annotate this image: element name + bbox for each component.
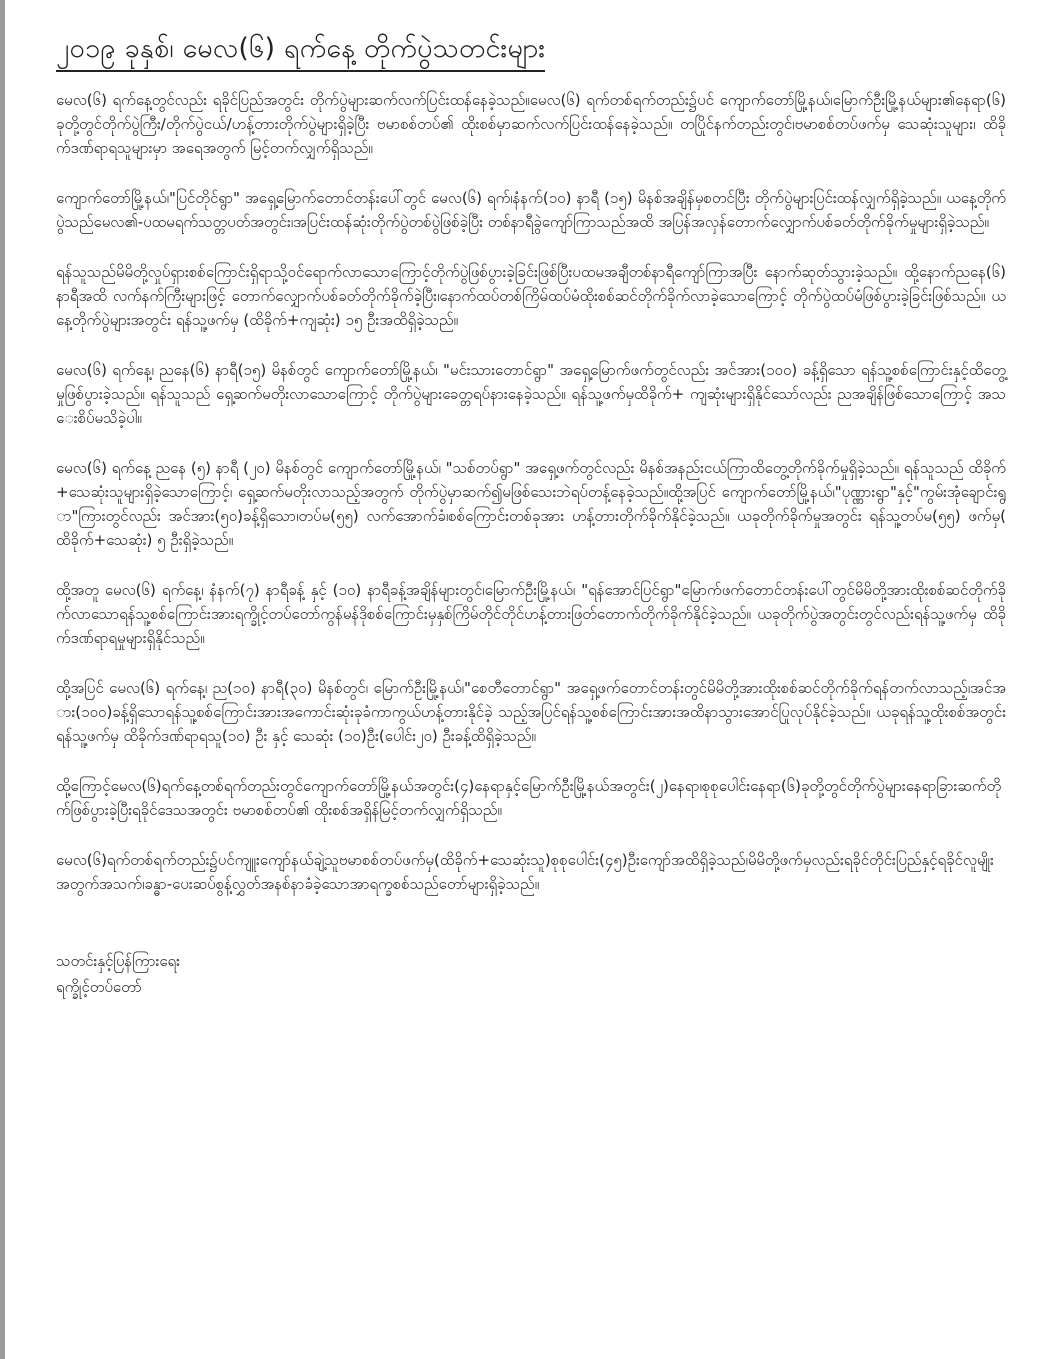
paragraph-1: မေလ(၆) ရက်နေ့တွင်လည်း ရခိုင်ပြည်အတွင်း တိုက်ပွဲများဆက်လက်ပြင်းထန်နေခဲ့သည်။မေလ(၆) ရက်တစ်ရက်တည်း၌ပင် ကျောက်တော်မြို့နယ်၊မြောက်ဦးမြို့နယ်များ၏နေရာ(၆)ခုတို့တွင်တိုက်ပွဲကြီး/တိုက်ပွဲငယ်/ဟန့်တားတိုက်ပွဲများရှိခဲ့ပြီး ဗမာစစ်တပ်၏ ထိုးစစ်မှာဆက်လက်ပြင်းထန်နေခဲ့သည်။ တပြိုင်နက်တည်းတွင်၊ဗမာစစ်တပ်ဖက်မှ သေဆုံးသူများ၊ ထိခိုက်ဒဏ်ရာရသူများမှာ အရေအတွက် မြင့်တက်လျှက်ရှိသည်။ [56,91,1006,157]
paragraph-3: ရန်သူသည်မိမိတို့လှုပ်ရှားစစ်ကြောင်းရှိရာသို့ဝင်ရောက်လာသောကြောင့်တိုက်ပွဲဖြစ်ပွားခဲ့ခြင်းဖြစ်ပြီးပထမအချီတစ်နာရီကျော်ကြာအပြီး နောက်ဆုတ်သွားခဲ့သည်။ ထို့နောက်ညနေ(၆) နာရီအထိ လက်နက်ကြီးများဖြင့် တောက်လျှောက်ပစ်ခတ်တိုက်ခိုက်ခဲ့ပြီး၊နောက်ထပ်တစ်ကြိမ်ထပ်မံထိုးစစ်ဆင်တိုက်ခိုက်လာခဲ့သောကြောင့် တိုက်ပွဲထပ်မံဖြစ်ပွားခဲ့ခြင်းဖြစ်သည်။ ယနေ့တိုက်ပွဲများအတွင်း ရန်သူ့ဖက်မှ (ထိခိုက်+ကျဆုံး) ၁၅ ဦးအထိရှိခဲ့သည်။ [56,263,1006,329]
paragraph-8: ထို့ကြောင့်မေလ(၆)ရက်နေ့တစ်ရက်တည်းတွင်ကျောက်တော်မြို့နယ်အတွင်း(၄)နေရာနှင့်မြောက်ဦးမြို့နယ်အတွင်း(၂)နေရာ၊စုစုပေါင်းနေရာ(၆)ခုတို့တွင်တိုက်ပွဲများနေရာခြားဆက်တိုက်ဖြစ်ပွားခဲ့ပြီးရခိုင်ဒေသအတွင်း ဗမာစစ်တပ်၏ ထိုးစစ်အရှိန်မြင့်တက်လျှက်ရှိသည်။ [56,777,1002,819]
paragraph-4: မေလ(၆) ရက်နေ့၊ ညနေ(၆) နာရီ(၁၅) မိနစ်တွင် ကျောက်တော်မြို့နယ်၊ "မင်းသားတောင်ရွာ" အရှေ့မြောက်ဖက်တွင်လည်း အင်အား(၁၀၀) ခန့်ရှိသော ရန်သူ့စစ်ကြောင်းနှင့်ထိတွေ့မှုဖြစ်ပွားခဲ့သည်။ ရန်သူသည် ရှေ့ဆက်မတိုးလာသောကြောင့် တိုက်ပွဲများခေတ္တရပ်နားနေခဲ့သည်။ ရန်သူ့ဖက်မှထိခိုက်+ ကျဆုံးများရှိနိုင်သော်လည်း ညအချိန်ဖြစ်သောကြောင့် အသေးစိပ်မသိခဲ့ပါ။ [56,361,1006,427]
signature-department: သတင်းနှင့်ပြန်ကြားရေး [56,952,180,970]
signature-block [56,948,1006,1000]
signature-organization: ရက္ခိုင့်တပ်တော် [56,978,142,996]
document [56,30,1006,1000]
left-border-rule [0,0,5,1359]
paragraph-7: ထို့အပြင် မေလ(၆) ရက်နေ့၊ ည(၁၀) နာရီ(၃၀) မိနစ်တွင်၊ မြောက်ဦးမြို့နယ်၊"စေတီတောင်ရွာ" အရှေ့ဖက်တောင်တန်းတွင်မိမိတို့အားထိုးစစ်ဆင်တိုက်ခိုက်ရန်တက်လာသည့်၊အင်အား(၁၀၀)ခန့်ရှိသောရန်သူ့စစ်ကြောင်းအားအကောင်းဆုံးခုခံကာကွယ်ဟန့်တားနိုင်ခဲ့ သည့်အပြင်ရန်သူ့စစ်ကြောင်းအားအထိနာသွားအောင်ပြုလုပ်နိုင်ခဲ့သည်။ ယခုရန်သူ့ထိုးစစ်အတွင်း ရန်သူ့ဖက်မှ ထိခိုက်ဒဏ်ရာရသူ(၁၀) ဦး နှင့် သေဆုံး (၁၀)ဦး(ပေါင်း၂၀) ဦးခန့်ထိရှိခဲ့သည်။ [56,679,1006,745]
document-body [56,88,1006,896]
paragraph-2: ကျောက်တော်မြို့နယ်၊"ပြင်တိုင်ရွာ" အရှေ့မြောက်တောင်တန်းပေါ်တွင် မေလ(၆) ရက်၊နံနက်(၁၀) နာရီ (၁၅) မိနစ်အချိန်မှစတင်ပြီး တိုက်ပွဲများပြင်းထန်လျှက်ရှိခဲ့သည်။ ယနေ့တိုက်ပွဲသည်မေလ၏-ပထမရက်သတ္တပတ်အတွင်း၊အပြင်းထန်ဆုံးတိုက်ပွဲတစ်ပွဲဖြစ်ခဲ့ပြီး တစ်နာရီခွဲကျော်ကြာသည်အထိ အပြန်အလှန်တောက်လျှောက်ပစ်ခတ်တိုက်ခိုက်မှုများရှိခဲ့သည်။ [56,189,1006,231]
paragraph-5: မေလ(၆) ရက်နေ့ ညနေ (၅) နာရီ (၂၀) မိနစ်တွင် ကျောက်တော်မြို့နယ်၊ "သစ်တပ်ရွာ" အရှေ့ဖက်တွင်လည်း မိနစ်အနည်းငယ်ကြာထိတွေ့တိုက်ခိုက်မှုရှိခဲ့သည်။ ရန်သူသည် ထိခိုက်+သေဆုံးသူများရှိခဲ့သောကြောင့်၊ ရှေ့ဆက်မတိုးလာသည့်အတွက် တိုက်ပွဲမှာဆက်၍မဖြစ်သေးဘဲရပ်တန့်နေခဲ့သည်။ထို့အပြင် ကျောက်တော်မြို့နယ်၊"ပုဏ္ဏားရွာ"နှင့်"ကွမ်းအုံချောင်းရွာ"ကြားတွင်လည်း အင်အား(၅၀)ခန့်ရှိသော၊တပ်မ(၅၅) လက်အောက်ခံ၊စစ်ကြောင်းတစ်ခုအား ဟန့်တားတိုက်ခိုက်နိုင်ခဲ့သည်။ ယခုတိုက်ခိုက်မှုအတွင်း ရန်သူ့တပ်မ(၅၅) ဖက်မှ( ထိခိုက်+သေဆုံး) ၅ ဦးရှိခဲ့သည်။ [56,459,1006,549]
paragraph-9: မေလ(၆)ရက်တစ်ရက်တည်း၌ပင်ကျူးကျော်နယ်ချဲ့သူဗမာစစ်တပ်ဖက်မှ(ထိခိုက်+သေဆုံးသူ)စုစုပေါင်း(၄၅)ဦးကျော်အထိရှိခဲ့သည်၊မိမိတို့ဖက်မှလည်းရခိုင်တိုင်းပြည်နှင့်ရခိုင်လူမျိုးအတွက်အသက်၊ခန္ဓာ-ပေးဆပ်စွန့်လွှတ်အနစ်နာခံခဲ့သောအာရက္ခစစ်သည်တော်များရှိခဲ့သည်။ [56,851,994,893]
paragraph-6: ထို့အတူ မေလ(၆) ရက်နေ့၊ နံနက်(၇) နာရီခန့် နှင့် (၁၀) နာရီခန့်အချိန်များတွင်၊မြောက်ဦးမြို့နယ်၊ "ရန်အောင်ပြင်ရွာ"မြောက်ဖက်တောင်တန်းပေါ်တွင်မိမိတို့အားထိုးစစ်ဆင်တိုက်ခိုက်လာသောရန်သူ့စစ်ကြောင်းအားရက္ခိုင့်တပ်တော်ကွန်မန်ဒိုစစ်ကြောင်းမှနှစ်ကြိမ်တိုင်တိုင်ဟန့်တားဖြတ်တောက်တိုက်ခိုက်နိုင်ခဲ့သည်။ ယခုတိုက်ပွဲအတွင်းတွင်လည်းရန်သူ့ဖက်မှ ထိခိုက်ဒဏ်ရာရမှုများရှိနိုင်သည်။ [56,581,1006,647]
document-title: ၂၀၁၉ ခုနှစ်၊ မေလ(၆) ရက်နေ့ တိုက်ပွဲသတင်းများ [56,30,545,72]
